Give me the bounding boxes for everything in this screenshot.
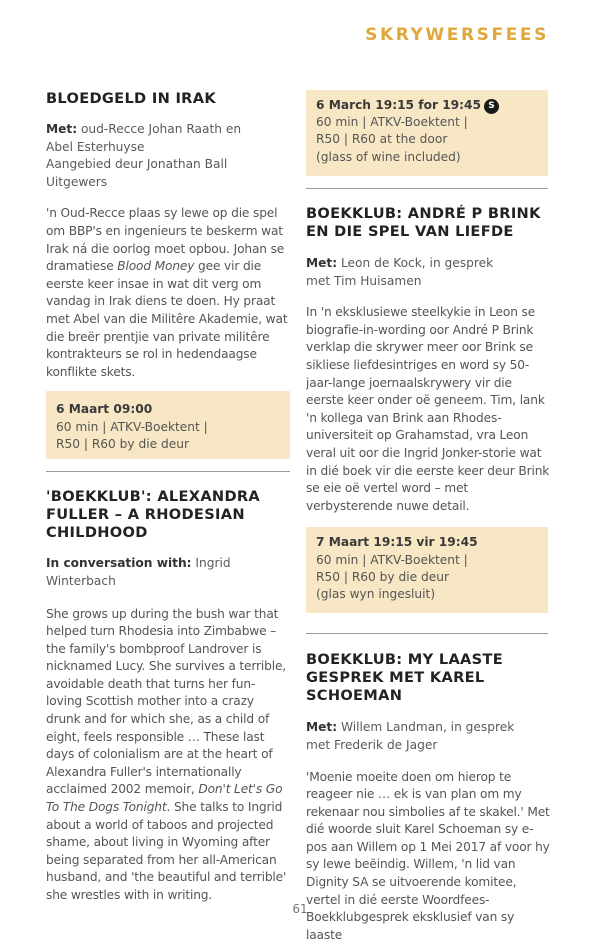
event-extra: (glas wyn ingesluit) xyxy=(316,586,538,603)
event-date: 6 Maart 09:00 xyxy=(56,401,280,418)
event-andre-p-brink xyxy=(306,205,550,613)
description-text: She grows up during the bush war that helped turn Rhodesia into Zimbabwe – the family's bombproof Landrover is nicknamed Lucy. She survives a terrible, avoidable death that turns her fun-loving Scottish mother into a crazy drunk and for which she, as a child of eight, feels responsible … These last days of colonialism are at the heart of Alexandra Fuller's internationally acclaimed 2002 memoir, xyxy=(46,607,286,797)
meta-label: Met: xyxy=(46,122,77,136)
event-alexandra-fuller xyxy=(46,488,290,904)
event-info-box xyxy=(46,391,290,459)
event-bloedgeld-in-irak xyxy=(46,90,290,459)
divider xyxy=(306,633,548,634)
meta-value: Leon de Kock, in gesprek xyxy=(341,256,493,270)
page-number: 61 xyxy=(0,902,600,916)
meta-value: Abel Esterhuyse xyxy=(46,139,290,157)
meta-value: Willem Landman, in gesprek xyxy=(341,720,514,734)
meta-value: met Frederik de Jager xyxy=(306,737,550,755)
event-price: R50 | R60 by die deur xyxy=(316,569,538,586)
event-karel-schoeman xyxy=(306,651,550,944)
event-title: BLOEDGELD IN IRAK xyxy=(46,90,290,108)
meta-value: met Tim Huisamen xyxy=(306,273,550,291)
event-description: In 'n eksklusiewe steelkykie in Leon se biografie-in-wording oor André P Brink verklap die skrywer meer oor Brink se sikliese liefdesintriges en word sy 50-jaar-lange joernaalskrywery vir die eerste keer onder oë geneem. Tim, lank 'n kollega van Brink aan Rhodes-universiteit op Grahamstad, vra Leon veral uit oor die Ingrid Jonker-storie wat in dié boek vir die eerste keer deur Brink se eie oë vertel word – met verbysterende nuwe detail. xyxy=(306,304,550,515)
event-description xyxy=(46,606,290,905)
event-participants xyxy=(46,555,290,590)
meta-label: Met: xyxy=(306,720,337,734)
meta-value: Ingrid Winterbach xyxy=(46,556,231,588)
event-venue: 60 min | ATKV-Boektent | xyxy=(316,114,538,131)
event-description xyxy=(46,205,290,381)
divider xyxy=(46,471,290,472)
description-text: 'n Oud-Recce plaas sy lewe op die spel om BBP's en ingenieurs te beskerm wat Irak ná die oorlog moet opbou. Johan se dramatiese xyxy=(46,206,284,273)
meta-presenter: Aangebied deur Jonathan Ball Uitgewers xyxy=(46,156,290,191)
event-extra: (glass of wine included) xyxy=(316,149,538,166)
divider xyxy=(306,188,548,189)
event-date: 7 Maart 19:15 vir 19:45 xyxy=(316,534,538,551)
meta-value: oud-Recce Johan Raath en xyxy=(81,122,241,136)
event-date xyxy=(316,97,538,114)
special-badge-icon: S xyxy=(484,99,499,114)
event-description: 'Moenie moeite doen om hierop te reageer nie … ek is van plan om my rekenaar nou simbolies af te skakel.' Met dié woorde sluit Karel Schoeman sy e-pos aan Willem op 1 Mei 2017 af voor hy sy lewe beëindig. Willem, 'n lid van Dignity SA se uitvoerende komitee, vertel in dié eerste Woordfees-Boekklubgesprek eksklusief van sy laaste xyxy=(306,769,550,944)
section-title: SKRYWERSFEES xyxy=(365,25,549,45)
meta-label: In conversation with: xyxy=(46,556,192,570)
event-title: 'BOEKKLUB': ALEXANDRA FULLER – A RHODESIAN CHILDHOOD xyxy=(46,488,290,542)
event-venue: 60 min | ATKV-Boektent | xyxy=(316,552,538,569)
meta-label: Met: xyxy=(306,256,337,270)
book-title: Don't Let's Go To The Dogs Tonight xyxy=(46,782,282,814)
description-text: gee vir die eerste keer insae in wat dit verg om vandag in Irak diens te doen. Hy praat met Abel van die Militêre Akademie, wat die breër prentjie van private militêre kontrakteurs se rol in hedendaagse konflikte skets. xyxy=(46,259,287,379)
book-title: Blood Money xyxy=(117,259,194,273)
event-info-box xyxy=(306,527,548,613)
event-date-text: 6 March 19:15 for 19:45 xyxy=(316,98,481,112)
right-column xyxy=(306,90,550,944)
event-venue: 60 min | ATKV-Boektent | xyxy=(56,419,280,436)
left-column xyxy=(46,90,290,905)
event-participants xyxy=(306,255,550,290)
event-participants xyxy=(306,719,550,754)
event-info-box xyxy=(306,90,548,176)
event-price: R50 | R60 at the door xyxy=(316,131,538,148)
event-price: R50 | R60 by die deur xyxy=(56,436,280,453)
event-participants xyxy=(46,121,290,191)
description-text: . She talks to Ingrid about a world of taboos and projected shame, about living in Wyoming after being separated from her all-American husband, and 'the beautiful and terrible' she wrestles with in writing. xyxy=(46,800,286,902)
event-title: BOEKKLUB: ANDRÉ P BRINK EN DIE SPEL VAN LIEFDE xyxy=(306,205,550,241)
event-title: BOEKKLUB: MY LAASTE GESPREK MET KAREL SCHOEMAN xyxy=(306,651,550,705)
